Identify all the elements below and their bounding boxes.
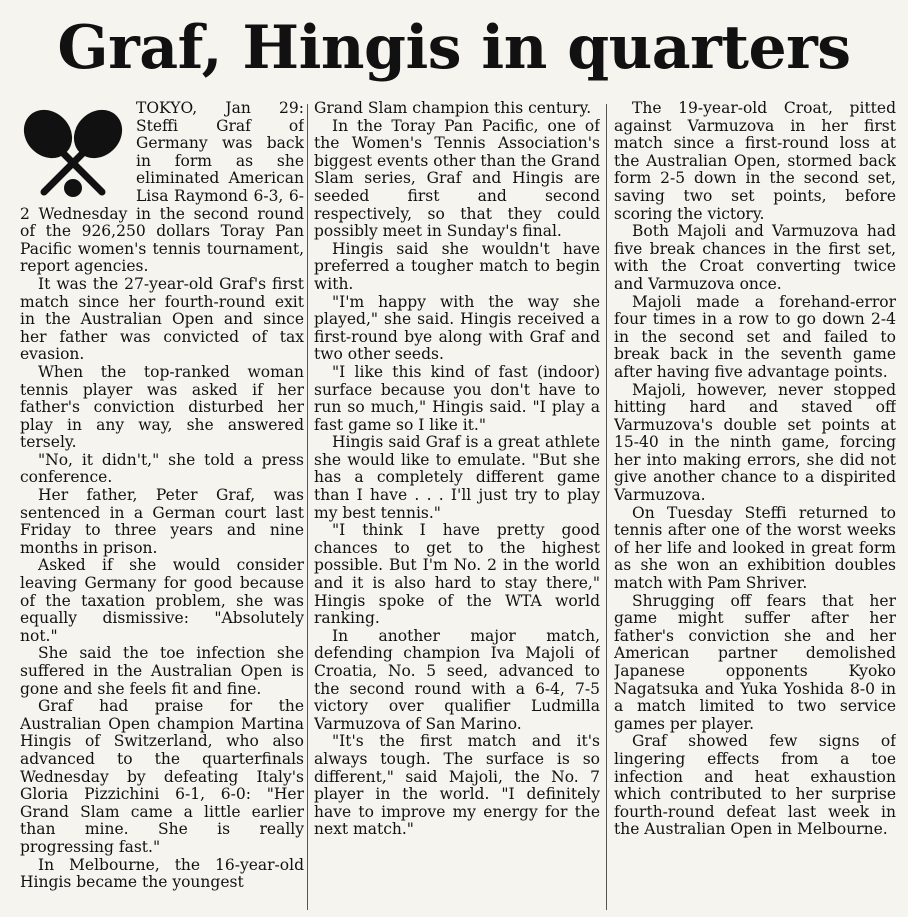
article-paragraph: In Melbourne, the 16-year-old Hingis became the youngest bbox=[20, 855, 304, 892]
article-paragraph: Graf had praise for the Australian Open champion Martina Hingis of Switzerland, who also advanced to the quarterfinals Wednesday by defeating Italy's Gloria Pizzichini 6-1, 6-0: "Her Grand Slam came a little earlier than mine. She is really progressing fast." bbox=[20, 697, 304, 856]
article-paragraph: Her father, Peter Graf, was sentenced in a German court last Friday to three years and nine months in prison. bbox=[20, 486, 304, 557]
article-paragraph: Majoli, however, never stopped hitting hard and staved off Varmuzova's double set points at 15-40 in the ninth game, forcing her into making errors, she did not give another chance to a dispirited Varmuzova. bbox=[614, 380, 896, 505]
article-paragraph: Majoli made a forehand-error four times in a row to go down 2-4 in the second set and failed to break back in the seventh game after having five advantage points. bbox=[614, 292, 896, 381]
column-rule bbox=[606, 104, 607, 910]
tennis-rackets-icon bbox=[20, 102, 128, 200]
article-paragraph: In the Toray Pan Pacific, one of the Women's Tennis Association's biggest events other than the Grand Slam series, Graf and Hingis are seeded first and second respectively, so that they could possibly meet in Sunday's final. bbox=[314, 116, 600, 241]
article-paragraph: Hingis said she wouldn't have preferred a tougher match to begin with. bbox=[314, 239, 600, 293]
article-paragraph: Shrugging off fears that her game might suffer after her father's conviction she and her American partner demolished Japanese opponents Kyoko Nagatsuka and Yuka Yoshida 8-0 in a match limited to two service games per player. bbox=[614, 591, 896, 733]
article-paragraph: "It's the first match and it's always tough. The surface is so different," said Majoli, the No. 7 player in the world. "I definitely have to improve my energy for the next match." bbox=[314, 732, 600, 839]
article-paragraph: When the top-ranked woman tennis player was asked if her father's conviction disturbed her play in any way, she answered tersely. bbox=[20, 362, 304, 452]
article-paragraph: Grand Slam champion this century. bbox=[314, 100, 592, 117]
article-paragraph: TOKYO, Jan 29: Steffi Graf of Germany was back in form as she eliminated American Lisa Raymond 6-3, 6-2 Wednesday in the second round of the 926,250 dollars Toray Pan Pacific women's tennis tournament, report agencies. bbox=[20, 100, 304, 276]
article-paragraph: "No, it didn't," she told a press conference. bbox=[20, 450, 304, 487]
article-paragraph: Both Majoli and Varmuzova had five break chances in the first set, with the Croat converting twice and Varmuzova once. bbox=[614, 222, 896, 293]
article-paragraph: "I think I have pretty good chances to get to the highest possible. But I'm No. 2 in the world and it is also hard to stay there," Hingis spoke of the WTA world ranking. bbox=[314, 521, 600, 628]
article-paragraph: "I like this kind of fast (indoor) surface because you don't have to run so much," Hingis said. "I play a fast game so I like it." bbox=[314, 362, 600, 434]
article-column-3 bbox=[614, 100, 896, 912]
headline: Graf, Hingis in quarters bbox=[57, 13, 851, 83]
article-paragraph: Asked if she would consider leaving Germany for good because of the taxation problem, she was equally dismissive: "Absolutely not." bbox=[20, 556, 304, 645]
article-paragraph: On Tuesday Steffi returned to tennis after one of the worst weeks of her life and looked in great form as she won an exhibition doubles match with Pam Shriver. bbox=[614, 503, 896, 593]
article-paragraph: Hingis said Graf is a great athlete she would like to emulate. "But she has a completely different game than I have . . . I'll just try to play my best tennis." bbox=[314, 433, 600, 522]
article-paragraph: "I'm happy with the way she played," she said. Hingis received a first-round bye along with Graf and two other seeds. bbox=[314, 292, 600, 364]
article-paragraph: In another major match, defending champion Iva Majoli of Croatia, No. 5 seed, advanced to the second round with a 6-4, 7-5 victory over qualifier Ludmilla Varmuzova of San Marino. bbox=[314, 626, 600, 733]
article-paragraph: The 19-year-old Croat, pitted against Varmuzova in her first match since a first-round loss at the Australian Open, stormed back form 2-5 down in the second set, saving two set points, before scoring the victory. bbox=[614, 100, 896, 223]
article-paragraph: Graf showed few signs of lingering effects from a toe infection and heat exhaustion which contributed to her surprise fourth-round defeat last week in the Australian Open in Melbourne. bbox=[614, 732, 896, 839]
column-rule bbox=[307, 104, 308, 910]
article-paragraph: It was the 27-year-old Graf's first match since her fourth-round exit in the Australian Open and since her father was convicted of tax evasion. bbox=[20, 274, 304, 364]
article-column-2 bbox=[314, 100, 600, 912]
article-paragraph: She said the toe infection she suffered in the Australian Open is gone and she feels fit and fine. bbox=[20, 644, 304, 698]
article-column-1 bbox=[20, 100, 304, 912]
